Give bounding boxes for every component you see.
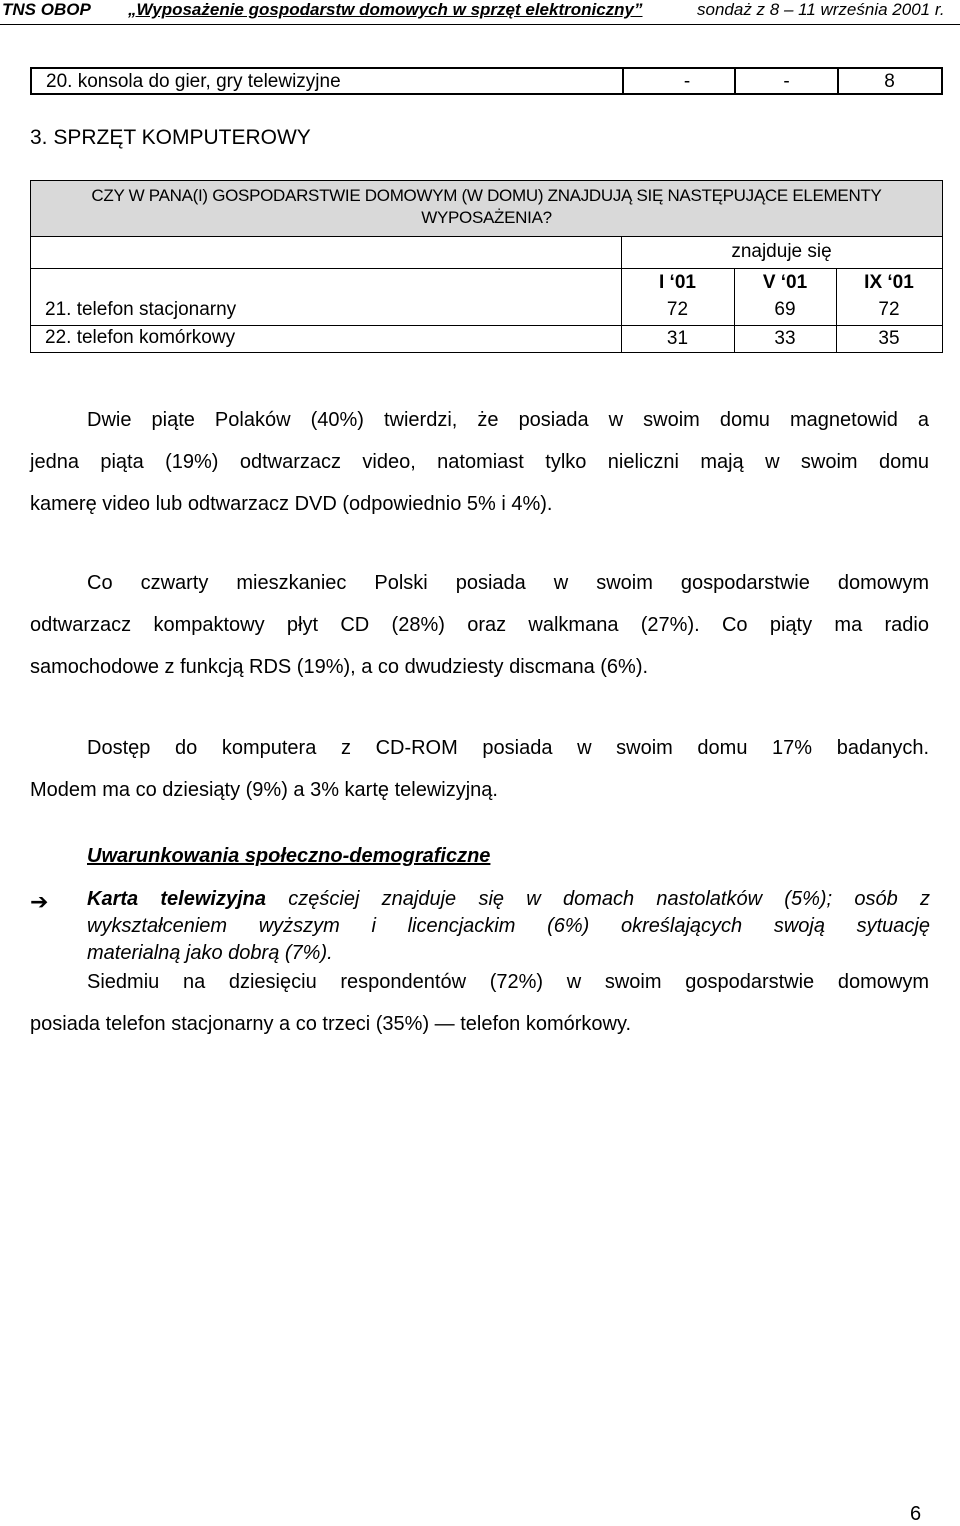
table-cell: 35 [878, 328, 900, 349]
page-number: 6 [910, 1503, 922, 1525]
row-label: 22. telefon komórkowy [45, 327, 236, 348]
demographics-heading: Uwarunkowania społeczno-demograficzne [87, 845, 491, 867]
question-line-2: WYPOSAŻENIA? [421, 208, 552, 227]
arrow-icon: ➔ [30, 889, 49, 914]
table-top [30, 67, 943, 95]
header-rule [0, 24, 960, 25]
p1-line: kamerę video lub odtwarzacz DVD (odpowiednio 5% i 4%). [30, 493, 553, 515]
header-title: „Wyposażenie gospodarstw domowych w sprzęt elektroniczny” [128, 0, 643, 19]
group-header: znajduje się [731, 241, 832, 262]
p2-line: Co czwarty mieszkaniec Polski posiada w swoim gospodarstwie domowym [87, 572, 929, 594]
column-header: IX ‘01 [864, 272, 914, 293]
table-cell: 33 [774, 328, 796, 349]
bullet-line: materialną jako dobrą (7%). [87, 942, 333, 964]
bullet-line: częściej znajduje się w domach nastolatków (5%); osób z [288, 888, 930, 910]
table-cell: 72 [878, 299, 900, 320]
header-org: TNS OBOP [2, 0, 91, 19]
table-cell: 31 [666, 328, 689, 349]
table-cell: 72 [666, 299, 689, 320]
section-title: 3. SPRZĘT KOMPUTEROWY [30, 126, 311, 149]
table-cell: - [683, 71, 691, 92]
page-header [0, 0, 960, 20]
paragraph-1 [30, 399, 929, 525]
paragraph-4 [30, 961, 929, 1045]
table-row-label: 20. konsola do gier, gry telewizyjne [46, 71, 341, 92]
column-header: I ‘01 [659, 272, 696, 293]
p3-line: Dostęp do komputera z CD-ROM posiada w swoim domu 17% badanych. [87, 737, 929, 759]
table-cell: 8 [884, 71, 895, 92]
survey-table [30, 180, 943, 353]
p2-line: odtwarzacz kompaktowy płyt CD (28%) oraz walkmana (27%). Co piąty ma radio [30, 614, 929, 636]
p1-line: jedna piąta (19%) odtwarzacz video, natomiast tylko nieliczni mają w swoim domu [30, 451, 929, 473]
p4-line: posiada telefon stacjonarny a co trzeci (35%) — telefon komórkowy. [30, 1013, 632, 1035]
p3-line: Modem ma co dziesiąty (9%) a 3% kartę telewizyjną. [30, 779, 498, 801]
p1-line: Dwie piąte Polaków (40%) twierdzi, że posiada w swoim domu magnetowid a [87, 409, 929, 431]
column-header: V ‘01 [762, 272, 808, 293]
header-survey-date: sondaż z 8 – 11 września 2001 r. [697, 0, 945, 19]
question-box [31, 181, 942, 237]
bullet-text [87, 886, 930, 967]
row-label: 21. telefon stacjonarny [45, 299, 237, 320]
paragraph-2 [30, 562, 929, 688]
question-line-1: CZY W PANA(I) GOSPODARSTWIE DOMOWYM (W DOMU) ZNAJDUJĄ SIĘ NASTĘPUJĄCE ELEMENTY [91, 186, 882, 205]
p2-line: samochodowe z funkcją RDS (19%), a co dwudziesty discmana (6%). [30, 656, 649, 678]
table-cell: 69 [774, 299, 796, 320]
bullet-line: wykształceniem wyższym i licencjackim (6%) określających swoją sytuację [87, 915, 930, 937]
table-cell: - [783, 71, 790, 92]
paragraph-3 [30, 727, 929, 811]
bullet-bold: Karta telewizyjna [87, 888, 266, 910]
p4-line: Siedmiu na dziesięciu respondentów (72%) w swoim gospodarstwie domowym [87, 971, 929, 993]
